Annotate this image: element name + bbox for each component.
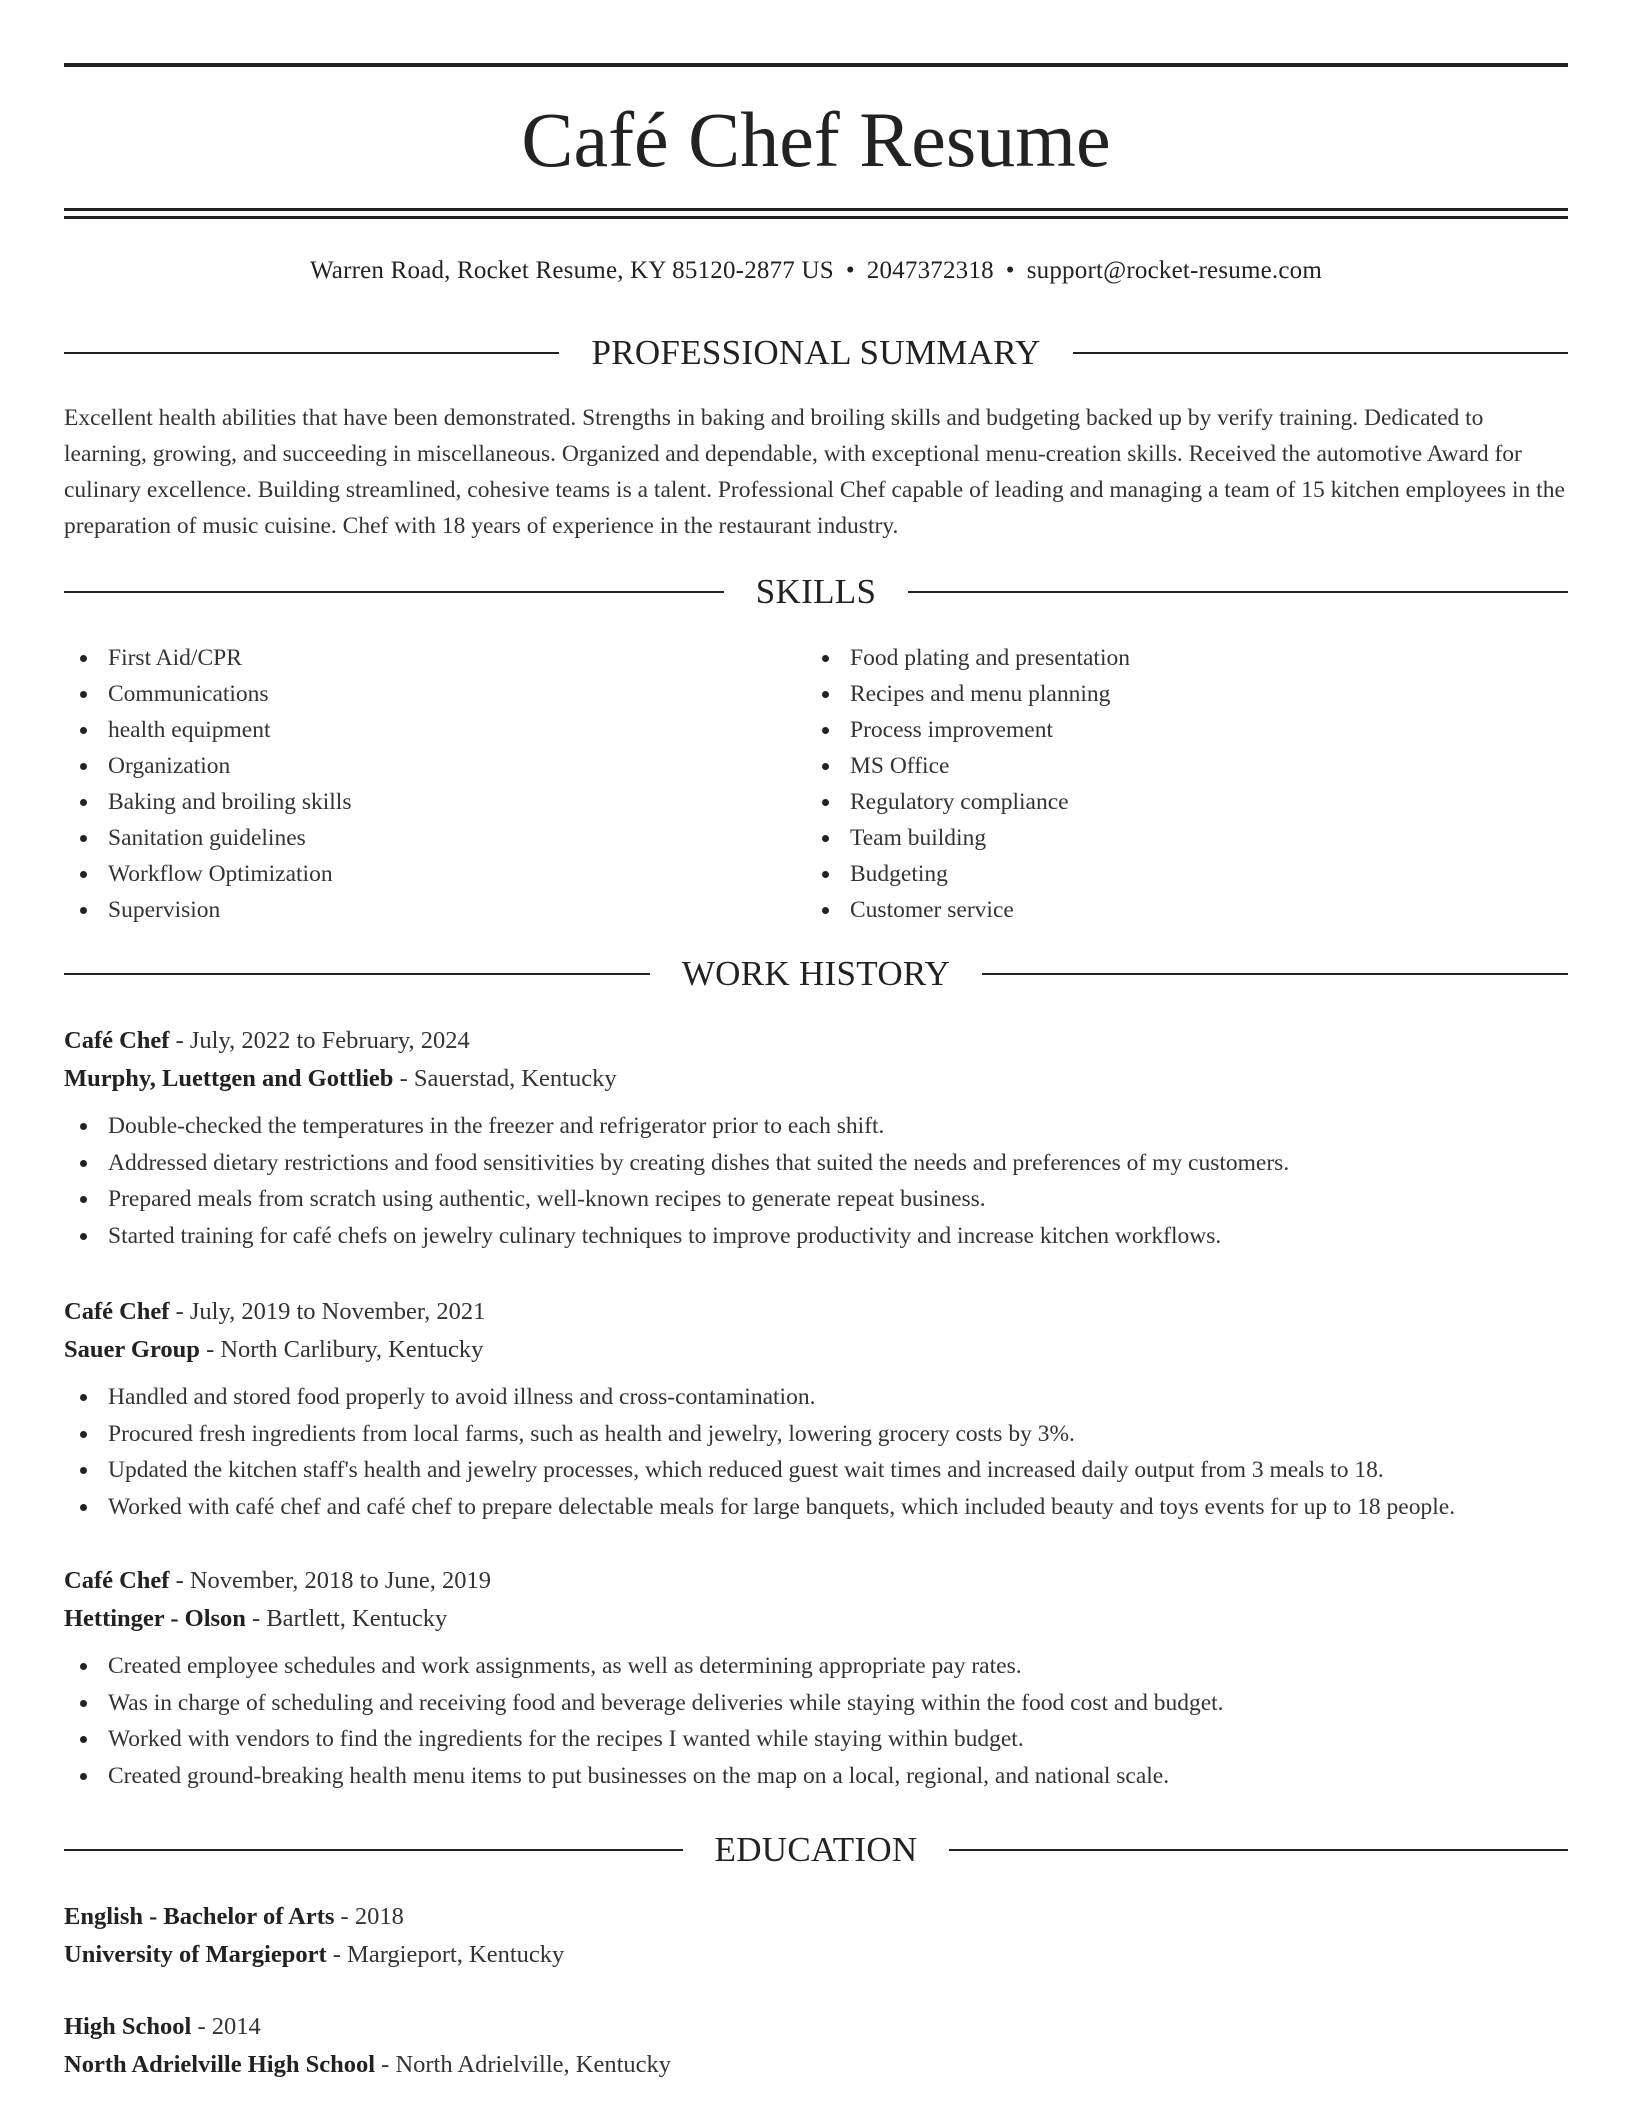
contact-phone: 2047372318 <box>866 257 994 284</box>
job-dates: - July, 2022 to February, 2024 <box>169 1027 470 1054</box>
graduation-year: - 2014 <box>191 2013 261 2040</box>
duty-item: Prepared meals from scratch using authentic, well-known recipes to generate repeat business. <box>64 1181 1568 1218</box>
job-title-line <box>64 1293 1568 1331</box>
skill-item: Baking and broiling skills <box>64 784 764 820</box>
skill-item: health equipment <box>64 712 764 748</box>
job-company-line <box>64 1600 1568 1638</box>
job-location: - North Carlibury, Kentucky <box>199 1336 484 1363</box>
school-line <box>64 2046 1568 2084</box>
skill-item: Communications <box>64 676 764 712</box>
job-dates: - July, 2019 to November, 2021 <box>169 1298 486 1325</box>
duty-item: Worked with vendors to find the ingredients for the recipes I wanted while staying within budget. <box>64 1721 1568 1758</box>
skill-item: First Aid/CPR <box>64 640 764 676</box>
section-heading-skills <box>64 570 1568 614</box>
job-company-line <box>64 1060 1568 1098</box>
top-rule <box>64 63 1568 67</box>
job-title: Café Chef <box>64 1027 170 1054</box>
degree: High School <box>64 2013 192 2040</box>
section-heading-work <box>64 952 1568 996</box>
job-location: - Bartlett, Kentucky <box>245 1605 448 1632</box>
contact-separator: • <box>845 257 855 284</box>
contact-separator: • <box>1005 257 1015 284</box>
school-location: - North Adrielville, Kentucky <box>375 2051 672 2078</box>
skills-list-right <box>806 640 1506 928</box>
duty-item: Worked with café chef and café chef to prepare delectable meals for large banquets, which included beauty and toys events for up to 18 people. <box>64 1489 1568 1526</box>
education-entry <box>64 1898 1568 1974</box>
job-title: Café Chef <box>64 1298 170 1325</box>
duty-item: Was in charge of scheduling and receiving food and beverage deliveries while staying within the food cost and budget. <box>64 1685 1568 1722</box>
duty-item: Created employee schedules and work assignments, as well as determining appropriate pay rates. <box>64 1648 1568 1685</box>
duty-item: Addressed dietary restrictions and food sensitivities by creating dishes that suited the needs and preferences of my customers. <box>64 1145 1568 1182</box>
skill-item: Process improvement <box>806 712 1506 748</box>
duty-item: Updated the kitchen staff's health and jewelry processes, which reduced guest wait times and increased daily output from 3 meals to 18. <box>64 1452 1568 1489</box>
section-heading-summary <box>64 331 1568 375</box>
job-duties <box>64 1379 1568 1525</box>
heading-rule <box>982 973 1568 975</box>
duty-item: Procured fresh ingredients from local farms, such as health and jewelry, lowering grocery costs by 3%. <box>64 1416 1568 1453</box>
duty-item: Started training for café chefs on jewelry culinary techniques to improve productivity and increase kitchen workflows. <box>64 1218 1568 1255</box>
section-heading-education <box>64 1828 1568 1872</box>
job-entry <box>64 1293 1568 1525</box>
job-title-line <box>64 1022 1568 1060</box>
summary-text: Excellent health abilities that have been demonstrated. Strengths in baking and broiling skills and budgeting backed up by verify training. Dedicated to learning, growing, and succeeding in miscellaneous. Organized and dependable, with exceptional menu-creation skills. Received the automotive Award for culinary excellence. Building streamlined, cohesive teams is a talent. Professional Chef capable of leading and managing a team of 15 kitchen employees in the preparation of music cuisine. Chef with 18 years of experience in the restaurant industry. <box>64 405 1565 539</box>
job-title-line <box>64 1562 1568 1600</box>
heading-rule <box>64 1849 683 1851</box>
skill-item: Team building <box>806 820 1506 856</box>
heading-rule <box>1073 352 1568 354</box>
job-location: - Sauerstad, Kentucky <box>393 1065 617 1092</box>
skill-item: Organization <box>64 748 764 784</box>
job-company: Hettinger - Olson <box>64 1605 246 1632</box>
school-name: University of Margieport <box>64 1941 327 1968</box>
skill-item: Regulatory compliance <box>806 784 1506 820</box>
job-duties <box>64 1648 1568 1794</box>
skill-item: Supervision <box>64 892 764 928</box>
education-entry <box>64 2008 1568 2084</box>
section-title: SKILLS <box>755 572 877 611</box>
school-name: North Adrielville High School <box>64 2051 376 2078</box>
resume-title: Café Chef Resume <box>521 96 1111 183</box>
job-entry <box>64 1022 1568 1254</box>
degree: English - Bachelor of Arts <box>64 1903 335 1930</box>
skills-list-left <box>64 640 764 928</box>
job-dates: - November, 2018 to June, 2019 <box>169 1567 492 1594</box>
contact-email: support@rocket-resume.com <box>1026 257 1323 284</box>
job-company-line <box>64 1331 1568 1369</box>
skill-item: Customer service <box>806 892 1506 928</box>
duty-item: Created ground-breaking health menu items to put businesses on the map on a local, regional, and national scale. <box>64 1758 1568 1795</box>
degree-line <box>64 2008 1568 2046</box>
section-title: WORK HISTORY <box>681 954 951 993</box>
degree-line <box>64 1898 1568 1936</box>
graduation-year: - 2018 <box>334 1903 404 1930</box>
section-title: PROFESSIONAL SUMMARY <box>591 333 1041 372</box>
skill-item: Recipes and menu planning <box>806 676 1506 712</box>
double-rule-top <box>64 208 1568 211</box>
duty-item: Handled and stored food properly to avoid illness and cross-contamination. <box>64 1379 1568 1416</box>
contact-line <box>64 255 1568 287</box>
skill-item: Sanitation guidelines <box>64 820 764 856</box>
job-title: Café Chef <box>64 1567 170 1594</box>
contact-address: Warren Road, Rocket Resume, KY 85120-2877 US <box>309 257 834 284</box>
heading-rule <box>64 352 559 354</box>
skill-item: Workflow Optimization <box>64 856 764 892</box>
section-title: EDUCATION <box>714 1830 918 1869</box>
duty-item: Double-checked the temperatures in the freezer and refrigerator prior to each shift. <box>64 1108 1568 1145</box>
heading-rule <box>64 973 650 975</box>
job-entry <box>64 1562 1568 1794</box>
school-line <box>64 1936 1568 1974</box>
heading-rule <box>949 1849 1568 1851</box>
heading-rule <box>908 591 1568 593</box>
job-company: Murphy, Luettgen and Gottlieb <box>64 1065 394 1092</box>
skill-item: Food plating and presentation <box>806 640 1506 676</box>
job-company: Sauer Group <box>64 1336 200 1363</box>
heading-rule <box>64 591 724 593</box>
skill-item: MS Office <box>806 748 1506 784</box>
skill-item: Budgeting <box>806 856 1506 892</box>
job-duties <box>64 1108 1568 1254</box>
school-location: - Margieport, Kentucky <box>326 1941 565 1968</box>
double-rule-bottom <box>64 216 1568 219</box>
